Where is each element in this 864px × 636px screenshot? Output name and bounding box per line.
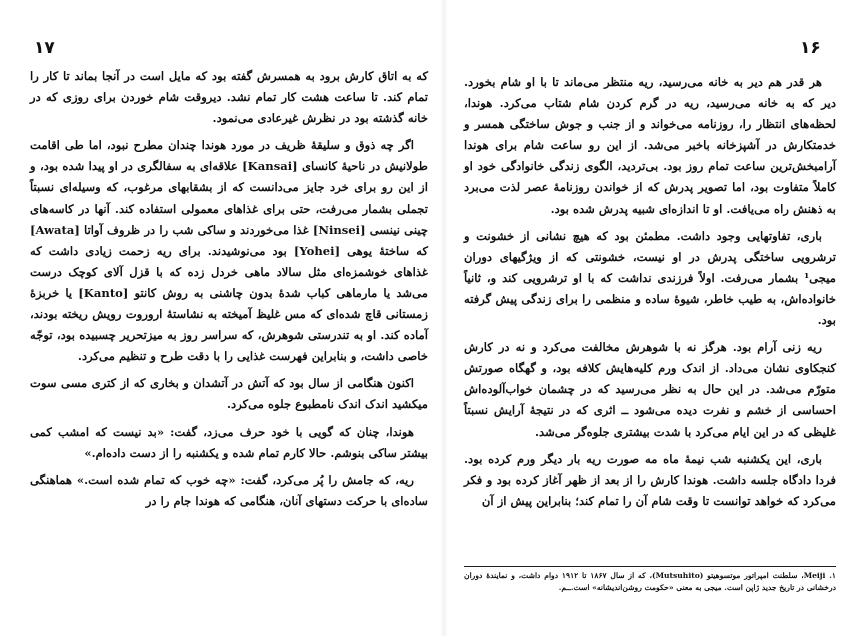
paragraph: که به اتاق کارش برود به همسرش گفته بود که مایل است در آنجا بماند تا کار را تمام کند. تا ساعت هشت کار تمام نشد. دیروقت شام خوردن برای روزی که در خانه گذشته بود در نظرش غیرعادی می‌نمود. bbox=[30, 69, 428, 126]
book-gutter bbox=[440, 0, 448, 636]
page-number-left: ۱۷ bbox=[34, 38, 55, 58]
footnote-divider bbox=[464, 566, 836, 567]
paragraph: باری، تفاوتهایی وجود داشت. مطمئن بود که هیچ نشانی از خشونت و ترشرویی ساختگی پدرش در او نیست، خشونتی که از ویژگیهای دوران میجی¹ بشمار می‌رفت. اولاً فرزندی نداشت که با او ترشرویی کند و، ثانیاً خانواده‌اش، به طیب خاطر، شیوهٔ ساده و منظمی را برای زندگی پیش گرفته بود. bbox=[464, 228, 836, 328]
paragraph: هر قدر هم دیر به خانه می‌رسید، ریه منتظر می‌ماند تا با او شام بخورد. دیر که به خانه می‌رسید، ریه در گرم کردن شام شتاب می‌کرد. هوندا، لحظه‌های انتظار را، روزنامه می‌خواند و از جنب و جوش ساختگی همسر و خدمتکارش در آشپزخانه باخبر می‌شد. از این رو ساعت شام برای هوندا آرامبخش‌ترین ساعت تمام روز بود. بی‌تردید، الگوی زندگی خانوادگی خود او کاملاً متفاوت بود، اما تصویر پدرش که از خواندن روزنامهٔ عصر لذت می‌برد به ذهنش راه می‌یافت. او تا اندازه‌ای شبیه پدرش شده بود. bbox=[464, 75, 836, 216]
footnote: ۱. Meiji، سلطنت امپراتور موتسوهیتو (Mutsuhito)، که از سال ۱۸۶۷ تا ۱۹۱۲ دوام داشت، و نمایندهٔ دوران درخشانی در تاریخ جدید ژاپن است. میجی به معنی «حکومت روشن‌اندیشانه» است.ــم. bbox=[464, 571, 836, 592]
paragraph: ریه، که جامش را پُر می‌کرد، گفت: «چه خوب که تمام شده است.» هماهنگی ساده‌ای با حرکت دستهای آنان، هنگامی که هوندا جام را در bbox=[30, 472, 428, 508]
paragraph: باری، این یکشنبه شب نیمهٔ ماه مه صورت ریه بار دیگر ورم کرده بود. فردا دادگاه جلسه داشت. هوندا کارش را از بعد از ظهر آغاز کرده بود و فکر می‌کرد که خواهد توانست تا وقت شام آن را تمام کند؛ بنابراین پیش از آن bbox=[464, 451, 836, 508]
paragraph: اگر چه ذوق و سلیقهٔ ظریف در مورد هوندا چندان مطرح نبود، اما طی اقامت طولانیش در ناحیهٔ کانسای [Kansai] علاقه‌ای به سفالگری در او پیدا شده بود، و از این رو برای خرد جایز می‌دانست که از بشقابهای مرغوب، که وسیله‌ای نسبتاً تجملی بشمار می‌رفت، حتی برای غذاهای معمولی استفاده کند. آنها در کاسه‌های چینی نینسی [Ninsei] غذا می‌خوردند و ساکی شب را در ظروف آواتا [Awata] که ساختهٔ یوهی [Yohei] بود می‌نوشیدند. برای ریه زحمت زیادی داشت که غذاهای خوشمزه‌ای مثل سالاد ماهی خردل زده که با قزل آلای کوچک درست می‌شد یا مارماهی کباب شدهٔ بدون چاشنی به روش کانتو [Kanto] یا خربزهٔ زمستانی قاچ شده‌ای که مس غلیظ آمیخته به نشاستهٔ اروروت رویش ریخته بودند، آماده کند. او به تندرستی شوهرش، که سراسر روز به میزتحریر چسبیده بود، توجّه خاصی داشت، و بنابراین فهرست غذایی را با دقت طرح و تنظیم می‌کرد. bbox=[30, 138, 428, 364]
paragraph: هوندا، چنان که گویی با خود حرف می‌زد، گفت: «بد نیست که امشب کمی بیشتر ساکی بنوشم. حالا کارم تمام شده و یکشنبه را از دست داده‌ام.» bbox=[30, 424, 428, 460]
left-page-text bbox=[30, 66, 428, 518]
right-page-text bbox=[464, 72, 836, 518]
page-number-right: ۱۶ bbox=[800, 38, 821, 58]
paragraph: اکنون هنگامی از سال بود که آتش در آتشدان و بخاری که از کتری مسی سوت میکشید اندک اندک نامطبوع جلوه می‌کرد. bbox=[30, 376, 428, 412]
paragraph: ریه زنی آرام بود. هرگز نه با شوهرش مخالفت می‌کرد و نه در کارش کنجکاوی نشان می‌داد. از اندک ورم کلیه‌هایش کلافه بود، و گهگاه صورتش متورّم می‌شد. در این حال به نظر می‌رسید که در چشمان خواب‌آلوده‌اش احساسی از خشم و نفرت دیده می‌شود ــ اثری که در نتیجهٔ آرایش نسبتاً غلیظی که در این ایام می‌کرد با شدت بیشتری جلوه‌گر می‌شد. bbox=[464, 340, 836, 439]
